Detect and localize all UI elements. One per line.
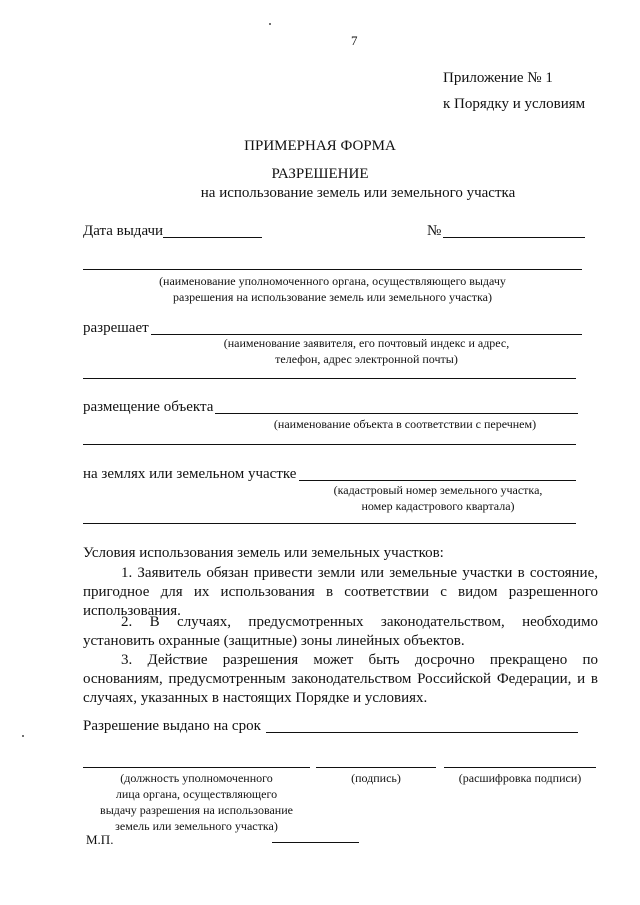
authority-name-field[interactable] bbox=[83, 269, 582, 270]
authority-caption-line: разрешения на использование земель или земельного участка) bbox=[173, 290, 492, 304]
issue-date-label: Дата выдачи bbox=[83, 223, 164, 239]
cadastral-field-continuation[interactable] bbox=[83, 523, 576, 524]
applicant-caption-line: телефон, адрес электронной почты) bbox=[275, 352, 458, 366]
cadastral-caption bbox=[300, 482, 576, 514]
term-field[interactable] bbox=[266, 732, 578, 733]
cadastral-caption-line: номер кадастрового квартала) bbox=[361, 499, 515, 513]
object-caption: (наименование объекта в соответствии с перечнем) bbox=[273, 417, 537, 431]
appendix-subtitle: к Порядку и условиям bbox=[443, 96, 586, 112]
document-subtitle: на использование земель или земельного участка bbox=[200, 185, 516, 201]
stamp-label: М.П. bbox=[86, 832, 114, 847]
appendix-title: Приложение № 1 bbox=[443, 70, 553, 86]
permits-label: разрешает bbox=[83, 320, 149, 336]
position-field[interactable] bbox=[83, 767, 310, 768]
signature-decoding-field[interactable] bbox=[444, 767, 596, 768]
number-label: № bbox=[427, 223, 442, 239]
signature-field[interactable] bbox=[316, 767, 436, 768]
condition-item-1: 1. Заявитель обязан привести земли или земельные участки в состояние, пригодное для их использования в соответствии с видом разрешенного использования. bbox=[83, 565, 598, 619]
document-number-field[interactable] bbox=[443, 237, 585, 238]
position-caption bbox=[83, 770, 310, 834]
cadastral-number-field[interactable] bbox=[299, 480, 576, 481]
form-heading: ПРИМЕРНАЯ ФОРМА bbox=[244, 138, 396, 154]
term-label: Разрешение выдано на срок bbox=[83, 718, 261, 734]
condition-item-3: 3. Действие разрешения может быть досрочно прекращено по основаниям, предусмотренным законодательством Российской Федерации, и в случаях, указанных в настоящих Порядке и условиях. bbox=[83, 652, 598, 706]
object-name-field[interactable] bbox=[215, 413, 578, 414]
stamp-field[interactable] bbox=[272, 842, 359, 843]
position-caption-line: выдачу разрешения на использование bbox=[100, 803, 293, 817]
position-caption-line: (должность уполномоченного bbox=[120, 771, 273, 785]
applicant-caption-line: (наименование заявителя, его почтовый индекс и адрес, bbox=[223, 336, 510, 350]
decoding-caption: (расшифровка подписи) bbox=[458, 771, 582, 785]
position-caption-line: лица органа, осуществляющего bbox=[115, 787, 278, 801]
authority-caption-line: (наименование уполномоченного органа, осуществляющего выдачу bbox=[159, 274, 506, 288]
issue-date-field[interactable] bbox=[163, 237, 262, 238]
page-number: 7 bbox=[351, 33, 358, 48]
signature-caption: (подпись) bbox=[351, 771, 401, 785]
cadastral-caption-line: (кадастровый номер земельного участка, bbox=[333, 483, 543, 497]
position-caption-line: земель или земельного участка) bbox=[115, 819, 278, 833]
object-name-field-continuation[interactable] bbox=[83, 444, 576, 445]
scan-speck bbox=[269, 23, 271, 25]
land-label: на землях или земельном участке bbox=[83, 466, 297, 482]
document-title: РАЗРЕШЕНИЕ bbox=[271, 166, 369, 182]
applicant-field-continuation[interactable] bbox=[83, 378, 576, 379]
authority-caption bbox=[83, 273, 582, 305]
applicant-caption bbox=[151, 335, 582, 367]
conditions-heading: Условия использования земель или земельных участков: bbox=[83, 545, 444, 561]
scan-speck bbox=[22, 735, 24, 737]
placement-label: размещение объекта bbox=[83, 399, 214, 415]
condition-item-2: 2. В случаях, предусмотренных законодательством, необходимо установить охранные (защитные) зоны линейных объектов. bbox=[83, 614, 598, 649]
